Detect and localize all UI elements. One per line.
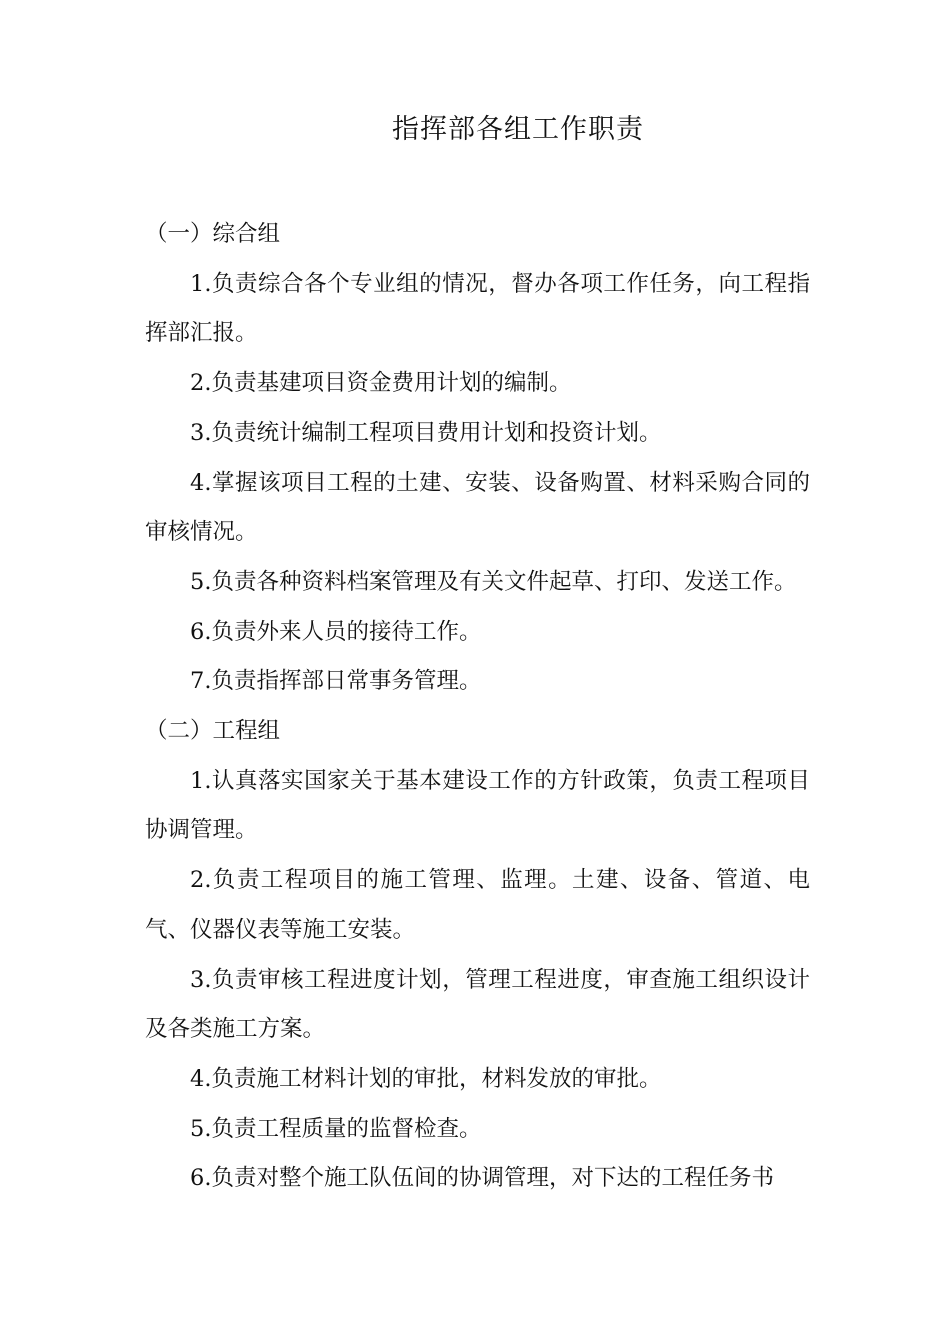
list-item: 3.负责统计编制工程项目费用计划和投资计划。 <box>190 419 662 446</box>
list-item: 5.负责各种资料档案管理及有关文件起草、打印、发送工作。 <box>190 568 797 595</box>
list-item: 2.负责基建项目资金费用计划的编制。 <box>190 370 572 397</box>
list-item: 7.负责指挥部日常事务管理。 <box>190 668 482 695</box>
list-item: 5.负责工程质量的监督检查。 <box>190 1115 482 1142</box>
section-engineering <box>145 707 810 1204</box>
section-general <box>145 210 810 707</box>
list-item: 2.负责工程项目的施工管理、监理。土建、设备、管道、电气、仪器仪表等施工安装。 <box>145 867 810 943</box>
section-heading: （一）综合组 <box>145 221 281 247</box>
list-item: 6.负责对整个施工队伍间的协调管理，对下达的工程任务书 <box>190 1165 774 1192</box>
list-item: 4.掌握该项目工程的土建、安装、设备购置、材料采购合同的审核情况。 <box>145 469 810 546</box>
list-item: 1.负责综合各个专业组的情况，督办各项工作任务，向工程指挥部汇报。 <box>145 270 810 347</box>
list-item: 4.负责施工材料计划的审批，材料发放的审批。 <box>190 1065 662 1092</box>
list-item: 1.认真落实国家关于基本建设工作的方针政策，负责工程项目协调管理。 <box>145 767 810 844</box>
document-title: 指挥部各组工作职责 <box>392 114 644 145</box>
list-item: 3.负责审核工程进度计划，管理工程进度，审查施工组织设计及各类施工方案。 <box>145 966 810 1043</box>
section-heading: （二）工程组 <box>145 718 281 745</box>
list-item: 6.负责外来人员的接待工作。 <box>190 618 482 645</box>
document-body <box>145 210 810 1204</box>
